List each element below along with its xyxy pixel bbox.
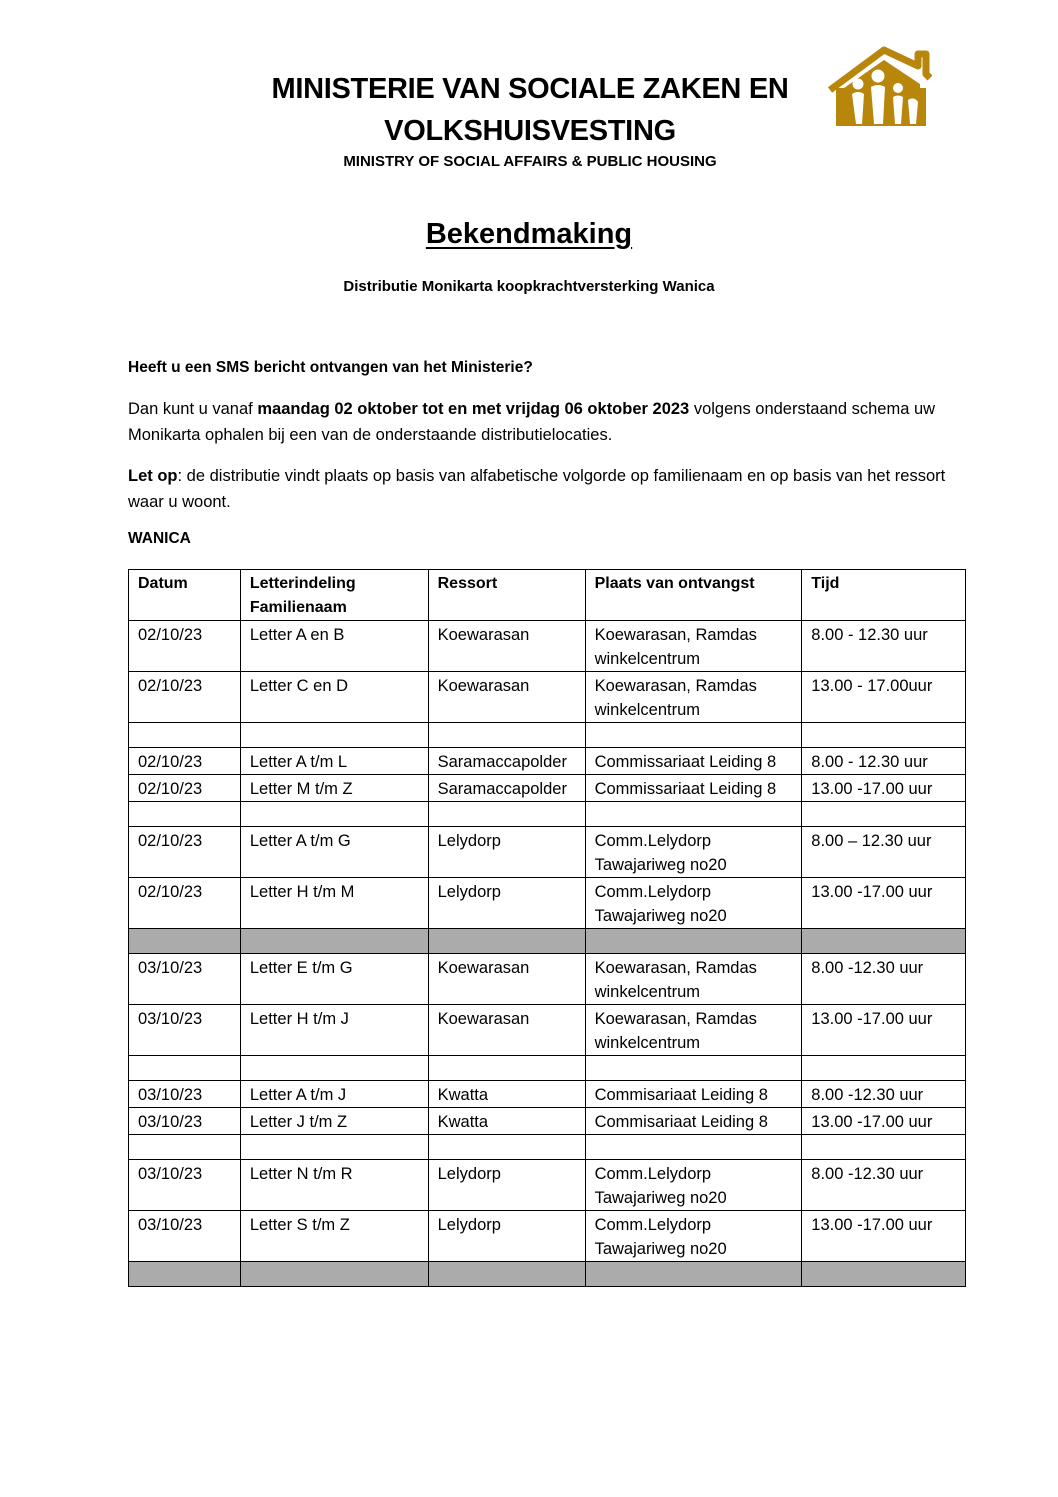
table-cell: 8.00 -12.30 uur xyxy=(802,1081,966,1108)
table-cell: 13.00 -17.00 uur xyxy=(802,878,966,929)
table-cell: 02/10/23 xyxy=(129,748,241,775)
header-tijd: Tijd xyxy=(802,570,966,621)
table-cell xyxy=(428,1262,585,1287)
table-cell: Lelydorp xyxy=(428,1160,585,1211)
table-cell xyxy=(129,1262,241,1287)
table-cell: Koewarasan, Ramdas winkelcentrum xyxy=(585,1005,802,1056)
table-cell xyxy=(240,1135,428,1160)
table-cell: 13.00 -17.00 uur xyxy=(802,1005,966,1056)
table-cell xyxy=(129,929,241,954)
table-cell: Lelydorp xyxy=(428,878,585,929)
table-cell: 13.00 -17.00 uur xyxy=(802,1211,966,1262)
table-cell: Commissariaat Leiding 8 xyxy=(585,748,802,775)
intro-paragraph: Dan kunt u vanaf maandag 02 oktober tot en met vrijdag 06 oktober 2023 volgens onderstaand schema uw Monikarta ophalen bij een van de onderstaande distributielocaties. xyxy=(128,400,936,444)
table-cell: Lelydorp xyxy=(428,1211,585,1262)
table-cell: Letter J t/m Z xyxy=(240,1108,428,1135)
table-cell xyxy=(802,802,966,827)
table-cell: 8.00 – 12.30 uur xyxy=(802,827,966,878)
table-row xyxy=(129,954,966,1005)
table-cell: 03/10/23 xyxy=(129,1108,241,1135)
table-cell: 8.00 - 12.30 uur xyxy=(802,748,966,775)
region-label: WANICA xyxy=(128,530,191,547)
table-cell xyxy=(240,723,428,748)
table-cell: 02/10/23 xyxy=(129,878,241,929)
table-cell: Letter A t/m G xyxy=(240,827,428,878)
table-cell xyxy=(802,723,966,748)
table-cell: Kwatta xyxy=(428,1108,585,1135)
spacer-row xyxy=(129,802,966,827)
table-cell: 02/10/23 xyxy=(129,621,241,672)
table-cell: Koewarasan, Ramdas winkelcentrum xyxy=(585,672,802,723)
table-cell: Koewarasan xyxy=(428,621,585,672)
table-cell: Koewarasan, Ramdas winkelcentrum xyxy=(585,621,802,672)
table-cell xyxy=(129,1056,241,1081)
table-cell: 13.00 - 17.00uur xyxy=(802,672,966,723)
table-cell xyxy=(428,1056,585,1081)
table-cell: 03/10/23 xyxy=(129,1211,241,1262)
table-row xyxy=(129,878,966,929)
ministry-subtitle: MINISTRY OF SOCIAL AFFAIRS & PUBLIC HOUSING xyxy=(343,153,717,170)
table-cell xyxy=(240,1262,428,1287)
table-cell: Commisariaat Leiding 8 xyxy=(585,1081,802,1108)
table-row xyxy=(129,1108,966,1135)
table-row xyxy=(129,775,966,802)
house-family-logo-icon xyxy=(822,44,932,130)
table-cell: 8.00 - 12.30 uur xyxy=(802,621,966,672)
table-cell xyxy=(240,802,428,827)
table-cell xyxy=(428,929,585,954)
spacer-row xyxy=(129,723,966,748)
table-cell xyxy=(428,802,585,827)
table-cell: 02/10/23 xyxy=(129,672,241,723)
table-cell xyxy=(585,1262,802,1287)
table-cell xyxy=(129,1135,241,1160)
table-cell xyxy=(585,723,802,748)
table-cell: Koewarasan xyxy=(428,1005,585,1056)
table-cell xyxy=(585,1056,802,1081)
table-cell: Letter M t/m Z xyxy=(240,775,428,802)
table-cell: Letter A en B xyxy=(240,621,428,672)
table-cell xyxy=(129,723,241,748)
table-cell xyxy=(585,1135,802,1160)
table-row xyxy=(129,1211,966,1262)
table-cell: Commisariaat Leiding 8 xyxy=(585,1108,802,1135)
table-cell: 02/10/23 xyxy=(129,775,241,802)
distribution-schedule-table xyxy=(128,569,966,1287)
table-cell: Letter A t/m J xyxy=(240,1081,428,1108)
table-cell: Saramaccapolder xyxy=(428,775,585,802)
table-cell xyxy=(240,1056,428,1081)
table-row xyxy=(129,1005,966,1056)
table-cell: Letter E t/m G xyxy=(240,954,428,1005)
announcement-subheading: Distributie Monikarta koopkrachtversterking Wanica xyxy=(343,278,715,295)
sms-question: Heeft u een SMS bericht ontvangen van het Ministerie? xyxy=(128,359,533,376)
table-row xyxy=(129,621,966,672)
table-cell: Comm.Lelydorp Tawajariweg no20 xyxy=(585,827,802,878)
table-cell: 03/10/23 xyxy=(129,1160,241,1211)
table-cell: Comm.Lelydorp Tawajariweg no20 xyxy=(585,1211,802,1262)
note-paragraph: Let op: de distributie vindt plaats op basis van alfabetische volgorde op familienaam en op basis van het ressort waar u woont. xyxy=(128,467,946,511)
table-cell: Koewarasan, Ramdas winkelcentrum xyxy=(585,954,802,1005)
table-cell: Comm.Lelydorp Tawajariweg no20 xyxy=(585,1160,802,1211)
table-cell: Letter A t/m L xyxy=(240,748,428,775)
table-cell: Letter H t/m J xyxy=(240,1005,428,1056)
table-cell xyxy=(129,802,241,827)
table-cell: Commissariaat Leiding 8 xyxy=(585,775,802,802)
table-cell xyxy=(428,1135,585,1160)
table-cell: Koewarasan xyxy=(428,672,585,723)
table-cell xyxy=(802,1056,966,1081)
table-cell: Letter C en D xyxy=(240,672,428,723)
table-cell: Letter H t/m M xyxy=(240,878,428,929)
header-letterindeling: Letterindeling Familienaam xyxy=(240,570,428,621)
table-cell: 13.00 -17.00 uur xyxy=(802,775,966,802)
table-header-row xyxy=(129,570,966,621)
table-row xyxy=(129,672,966,723)
table-cell xyxy=(802,1135,966,1160)
table-cell xyxy=(802,1262,966,1287)
table-cell: 8.00 -12.30 uur xyxy=(802,954,966,1005)
table-cell: 8.00 -12.30 uur xyxy=(802,1160,966,1211)
table-cell: Koewarasan xyxy=(428,954,585,1005)
announcement-heading: Bekendmaking xyxy=(425,218,633,250)
separator-row xyxy=(129,929,966,954)
table-cell: Letter S t/m Z xyxy=(240,1211,428,1262)
separator-row xyxy=(129,1262,966,1287)
table-row xyxy=(129,1160,966,1211)
table-row xyxy=(129,748,966,775)
table-cell: 13.00 -17.00 uur xyxy=(802,1108,966,1135)
spacer-row xyxy=(129,1135,966,1160)
table-cell: Lelydorp xyxy=(428,827,585,878)
table-cell xyxy=(240,929,428,954)
table-row xyxy=(129,827,966,878)
header-datum: Datum xyxy=(129,570,241,621)
table-row xyxy=(129,1081,966,1108)
table-cell xyxy=(585,929,802,954)
spacer-row xyxy=(129,1056,966,1081)
table-cell: Comm.Lelydorp Tawajariweg no20 xyxy=(585,878,802,929)
ministry-title: MINISTERIE VAN SOCIALE ZAKEN EN VOLKSHUISVESTING xyxy=(271,73,789,147)
table-cell: Letter N t/m R xyxy=(240,1160,428,1211)
table-cell: 02/10/23 xyxy=(129,827,241,878)
table-cell: Kwatta xyxy=(428,1081,585,1108)
table-cell: 03/10/23 xyxy=(129,1005,241,1056)
header-plaats: Plaats van ontvangst xyxy=(585,570,802,621)
table-cell: 03/10/23 xyxy=(129,954,241,1005)
table-cell: Saramaccapolder xyxy=(428,748,585,775)
header-ressort: Ressort xyxy=(428,570,585,621)
table-cell: 03/10/23 xyxy=(129,1081,241,1108)
table-cell xyxy=(802,929,966,954)
table-cell xyxy=(585,802,802,827)
table-cell xyxy=(428,723,585,748)
